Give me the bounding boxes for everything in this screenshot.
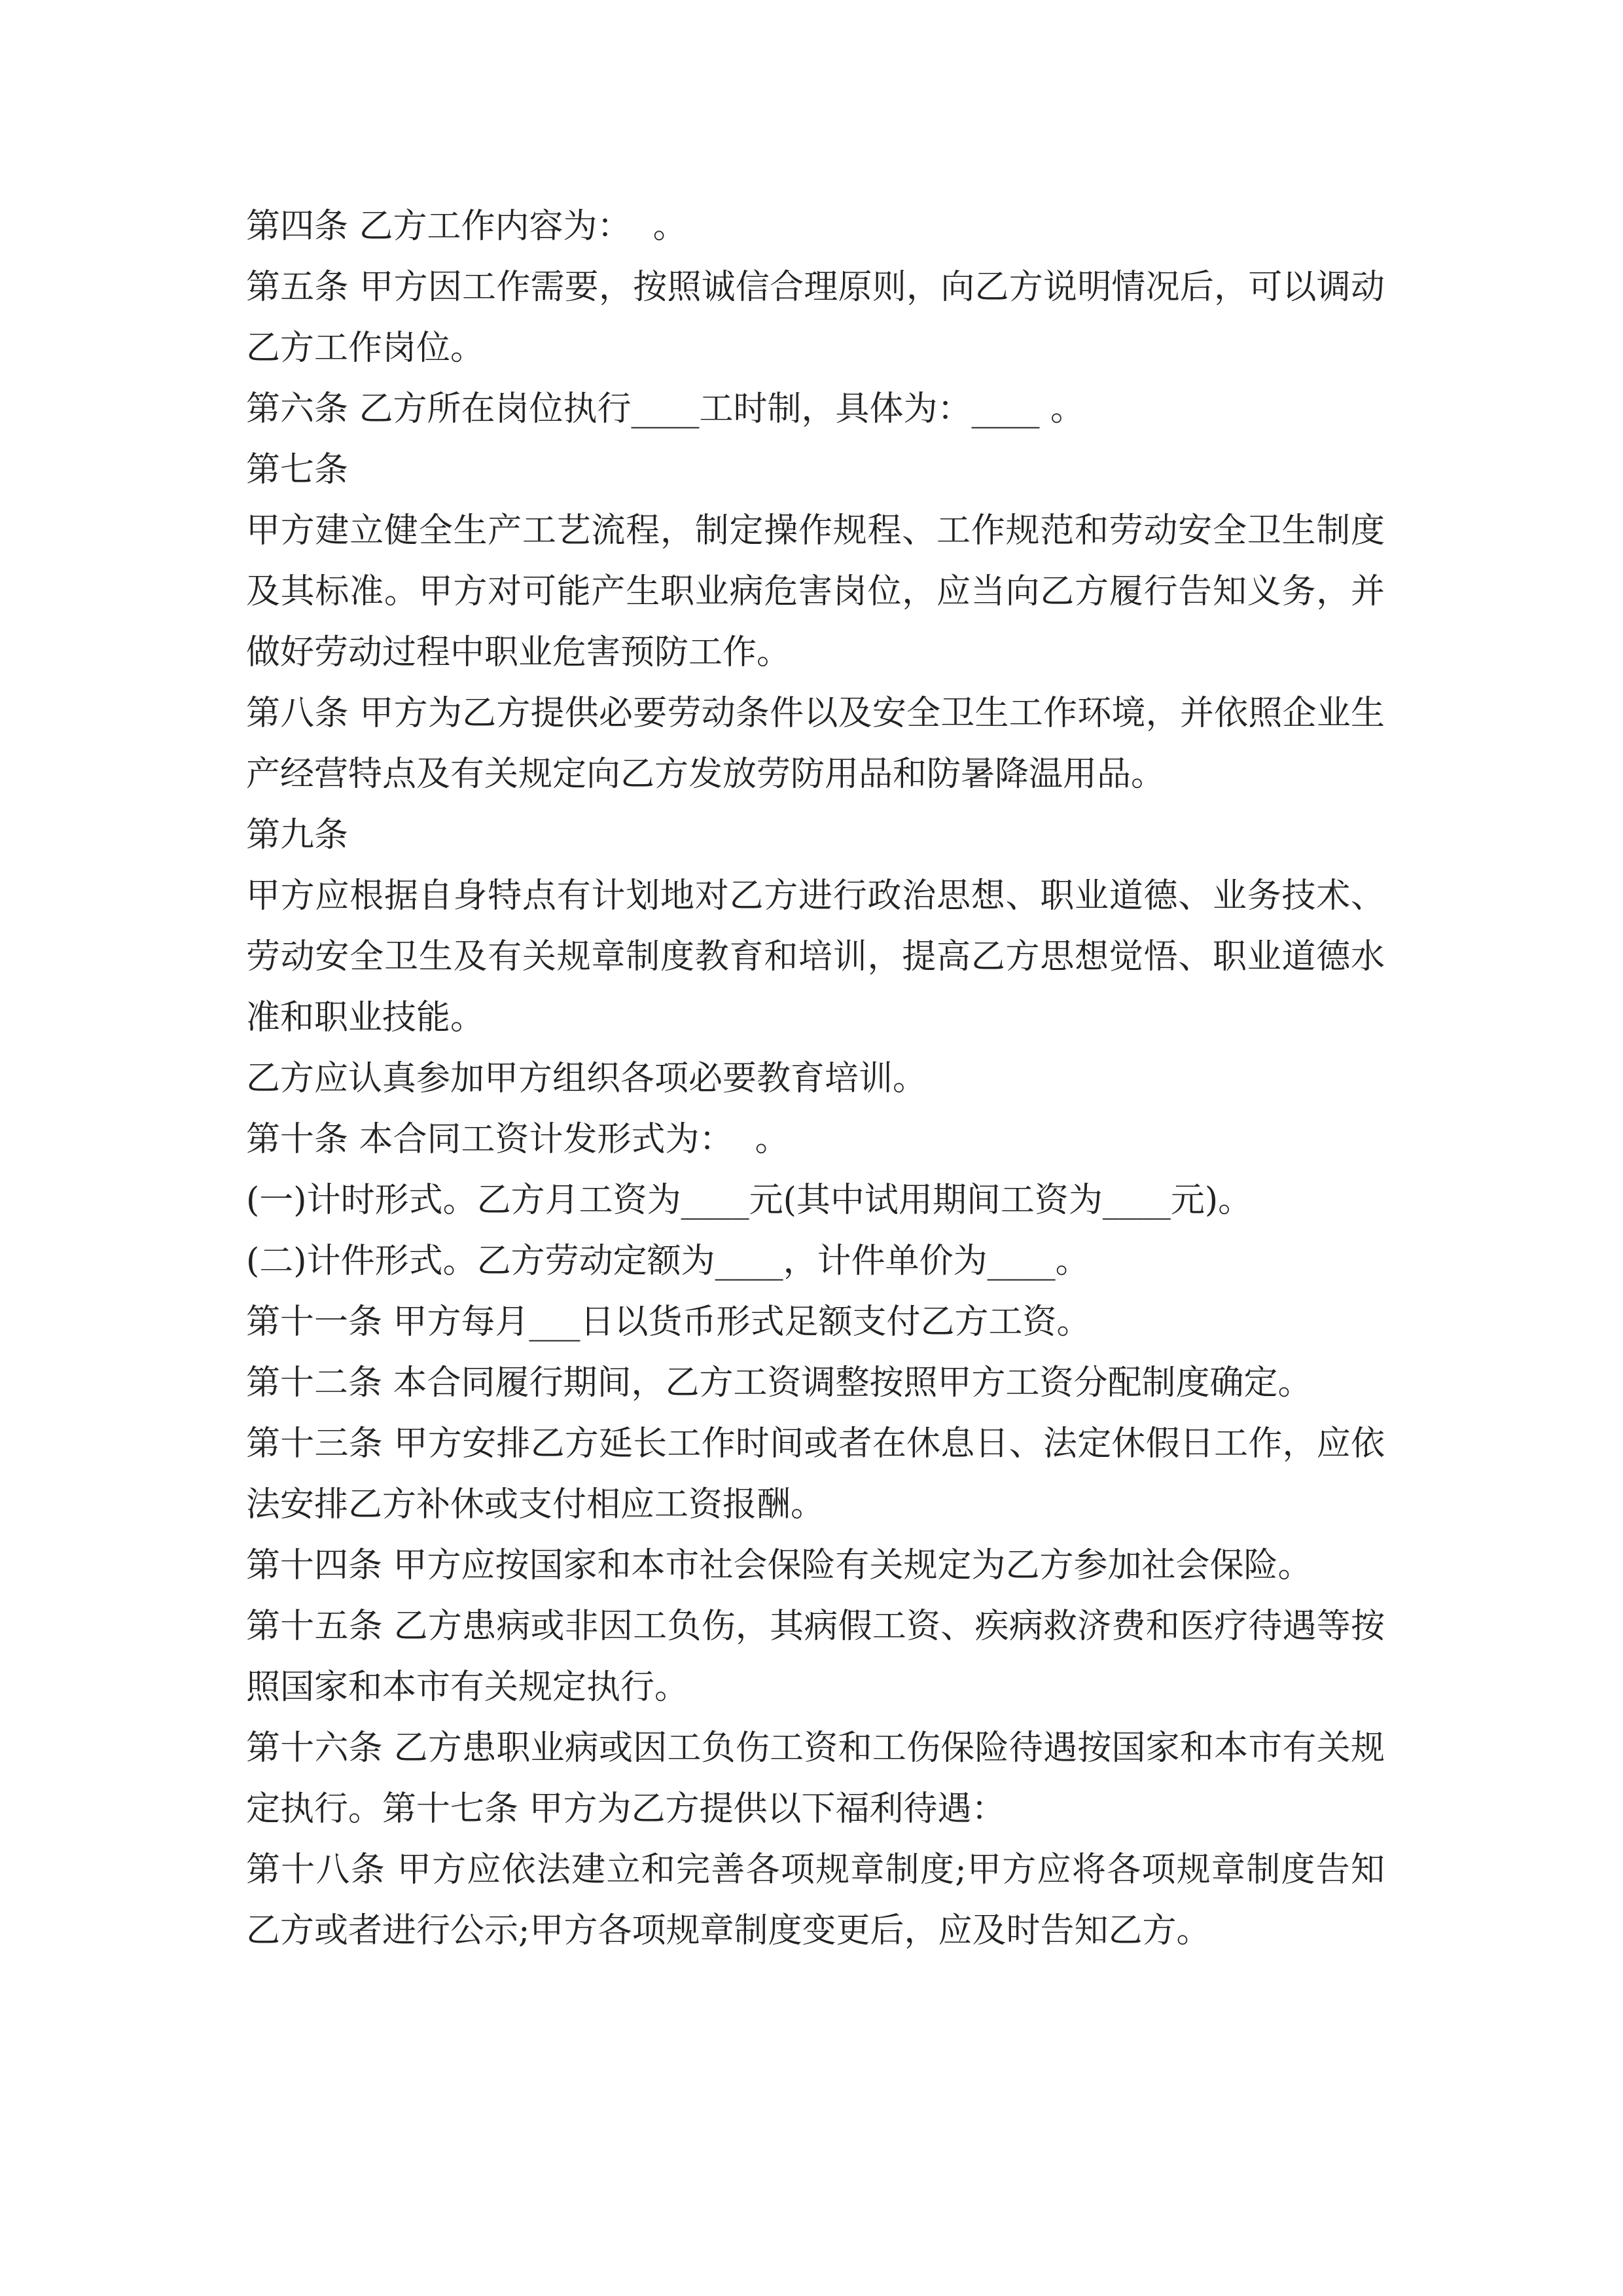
article-5: 第五条 甲方因工作需要，按照诚信合理原则，向乙方说明情况后，可以调动乙方工作岗位。 (246, 268, 1385, 368)
article-10-piecework: (二)计件形式。乙方劳动定额为____，计件单价为____。 (246, 1242, 1090, 1281)
article-15: 第十五条 乙方患病或非因工负伤，其病假工资、疾病救济费和医疗待遇等按照国家和本市有关规定执行。 (246, 1607, 1385, 1707)
article-7-body: 甲方建立健全生产工艺流程，制定操作规程、工作规范和劳动安全卫生制度及其标准。甲方对可能产生职业病危害岗位，应当向乙方履行告知义务，并做好劳动过程中职业危害预防工作。 (246, 511, 1385, 672)
article-9-body: 甲方应根据自身特点有计划地对乙方进行政治思想、职业道德、业务技术、劳动安全卫生及有关规章制度教育和培训，提高乙方思想觉悟、职业道德水准和职业技能。 (246, 876, 1385, 1037)
article-8: 第八条 甲方为乙方提供必要劳动条件以及安全卫生工作环境，并依照企业生产经营特点及有关规定向乙方发放劳防用品和防暑降温用品。 (246, 694, 1385, 794)
article-9-heading: 第九条 (246, 816, 349, 855)
article-9-training: 乙方应认真参加甲方组织各项必要教育培训。 (246, 1059, 927, 1098)
contract-text (246, 196, 1385, 1962)
article-10: 第十条 本合同工资计发形式为： 。 (246, 1120, 789, 1159)
article-6: 第六条 乙方所在岗位执行____工时制，具体为：____ 。 (246, 389, 1085, 429)
article-10-hourly: (一)计时形式。乙方月工资为____元(其中试用期间工资为____元)。 (246, 1181, 1253, 1220)
article-7-heading: 第七条 (246, 450, 349, 490)
article-18: 第十八条 甲方应依法建立和完善各项规章制度;甲方应将各项规章制度告知乙方或者进行公示;甲方各项规章制度变更后，应及时告知乙方。 (246, 1850, 1385, 1950)
article-16-17: 第十六条 乙方患职业病或因工负伤工资和工伤保险待遇按国家和本市有关规定执行。第十七条 甲方为乙方提供以下福利待遇： (246, 1729, 1385, 1829)
article-13: 第十三条 甲方安排乙方延长工作时间或者在休息日、法定休假日工作，应依法安排乙方补休或支付相应工资报酬。 (246, 1424, 1385, 1524)
article-12: 第十二条 本合同履行期间，乙方工资调整按照甲方工资分配制度确定。 (246, 1363, 1312, 1403)
article-14: 第十四条 甲方应按国家和本市社会保险有关规定为乙方参加社会保险。 (246, 1546, 1312, 1585)
article-4: 第四条 乙方工作内容为： 。 (246, 207, 687, 246)
article-11: 第十一条 甲方每月___日以货币形式足额支付乙方工资。 (246, 1302, 1091, 1342)
